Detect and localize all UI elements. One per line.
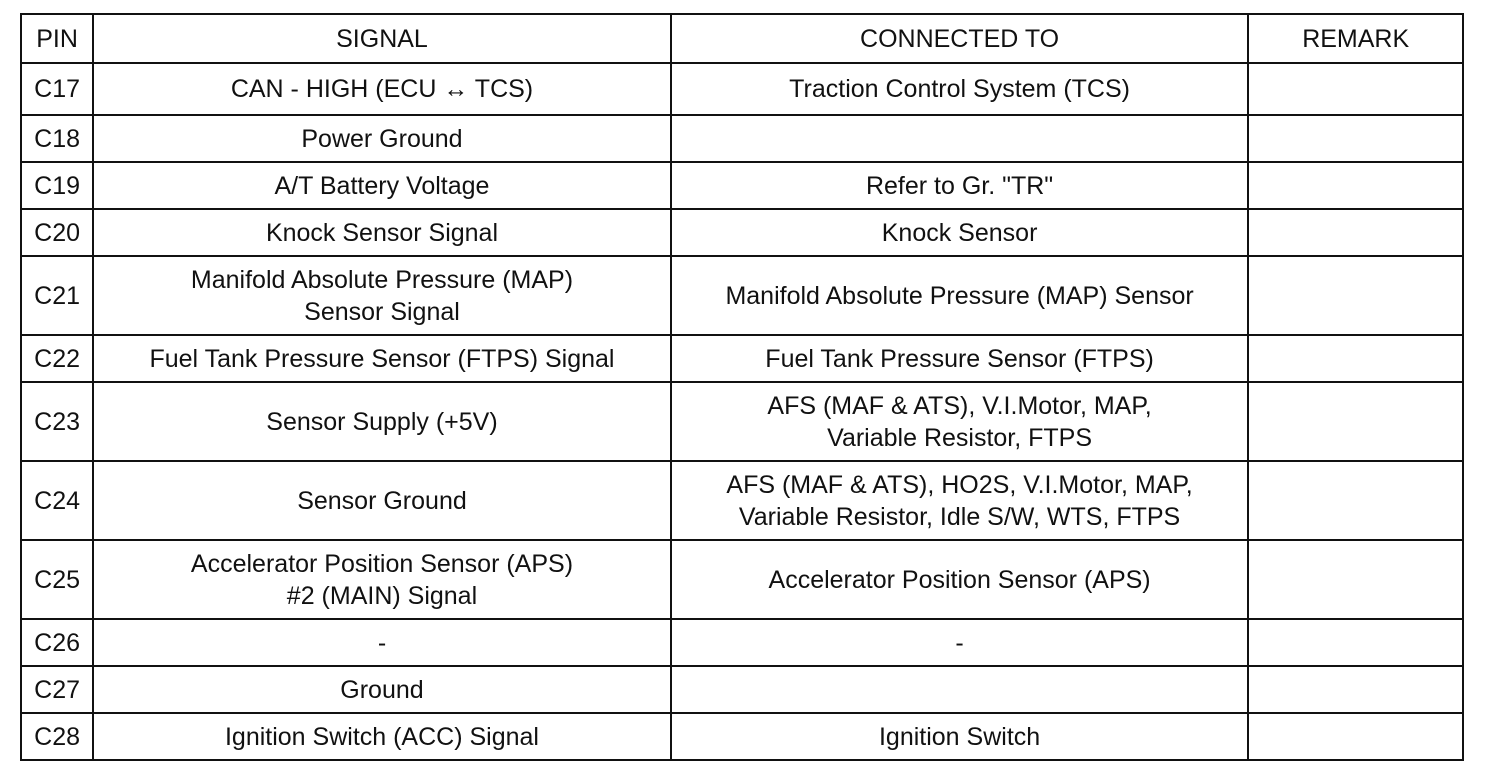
remark-cell (1248, 461, 1463, 540)
table-row (21, 209, 1463, 256)
signal-cell: Accelerator Position Sensor (APS) #2 (MAIN) Signal (93, 540, 671, 619)
remark-cell (1248, 256, 1463, 335)
remark-cell (1248, 335, 1463, 382)
signal-cell: CAN - HIGH (ECU ↔ TCS) (93, 63, 671, 115)
connected-to-cell: - (671, 619, 1249, 666)
connected-to-cell: Manifold Absolute Pressure (MAP) Sensor (671, 256, 1249, 335)
header-signal: SIGNAL (93, 14, 671, 63)
signal-cell: Sensor Ground (93, 461, 671, 540)
signal-cell: Knock Sensor Signal (93, 209, 671, 256)
remark-cell (1248, 63, 1463, 115)
pin-cell: C18 (21, 115, 93, 162)
remark-cell (1248, 162, 1463, 209)
pin-cell: C26 (21, 619, 93, 666)
pin-cell: C17 (21, 63, 93, 115)
table-row (21, 256, 1463, 335)
signal-cell: Ignition Switch (ACC) Signal (93, 713, 671, 760)
header-row (21, 14, 1463, 63)
signal-cell: - (93, 619, 671, 666)
connected-to-cell: Traction Control System (TCS) (671, 63, 1249, 115)
signal-cell: Fuel Tank Pressure Sensor (FTPS) Signal (93, 335, 671, 382)
remark-cell (1248, 209, 1463, 256)
pin-connector-table (20, 13, 1464, 761)
connected-to-cell: Accelerator Position Sensor (APS) (671, 540, 1249, 619)
connected-to-cell: AFS (MAF & ATS), V.I.Motor, MAP, Variable Resistor, FTPS (671, 382, 1249, 461)
signal-cell: Ground (93, 666, 671, 713)
connected-to-cell (671, 115, 1249, 162)
signal-cell: Sensor Supply (+5V) (93, 382, 671, 461)
connected-to-cell: Ignition Switch (671, 713, 1249, 760)
connected-to-cell: Refer to Gr. "TR" (671, 162, 1249, 209)
connected-to-cell: Fuel Tank Pressure Sensor (FTPS) (671, 335, 1249, 382)
remark-cell (1248, 382, 1463, 461)
signal-cell: Manifold Absolute Pressure (MAP) Sensor Signal (93, 256, 671, 335)
table-row (21, 335, 1463, 382)
pin-cell: C28 (21, 713, 93, 760)
pin-cell: C20 (21, 209, 93, 256)
pin-cell: C23 (21, 382, 93, 461)
table-body (21, 63, 1463, 760)
table-row (21, 63, 1463, 115)
pin-cell: C21 (21, 256, 93, 335)
table-row (21, 666, 1463, 713)
remark-cell (1248, 713, 1463, 760)
pin-cell: C19 (21, 162, 93, 209)
remark-cell (1248, 115, 1463, 162)
table-row (21, 619, 1463, 666)
table-row (21, 461, 1463, 540)
pin-cell: C27 (21, 666, 93, 713)
header-connected-to: CONNECTED TO (671, 14, 1249, 63)
header-pin: PIN (21, 14, 93, 63)
connected-to-cell: Knock Sensor (671, 209, 1249, 256)
table-row (21, 540, 1463, 619)
connected-to-cell: AFS (MAF & ATS), HO2S, V.I.Motor, MAP, Variable Resistor, Idle S/W, WTS, FTPS (671, 461, 1249, 540)
remark-cell (1248, 540, 1463, 619)
remark-cell (1248, 619, 1463, 666)
table-row (21, 713, 1463, 760)
pin-cell: C25 (21, 540, 93, 619)
table-row (21, 382, 1463, 461)
pin-cell: C24 (21, 461, 93, 540)
header-remark: REMARK (1248, 14, 1463, 63)
signal-cell: Power Ground (93, 115, 671, 162)
table-header (21, 14, 1463, 63)
table-row (21, 115, 1463, 162)
signal-cell: A/T Battery Voltage (93, 162, 671, 209)
connected-to-cell (671, 666, 1249, 713)
remark-cell (1248, 666, 1463, 713)
pin-cell: C22 (21, 335, 93, 382)
table-row (21, 162, 1463, 209)
